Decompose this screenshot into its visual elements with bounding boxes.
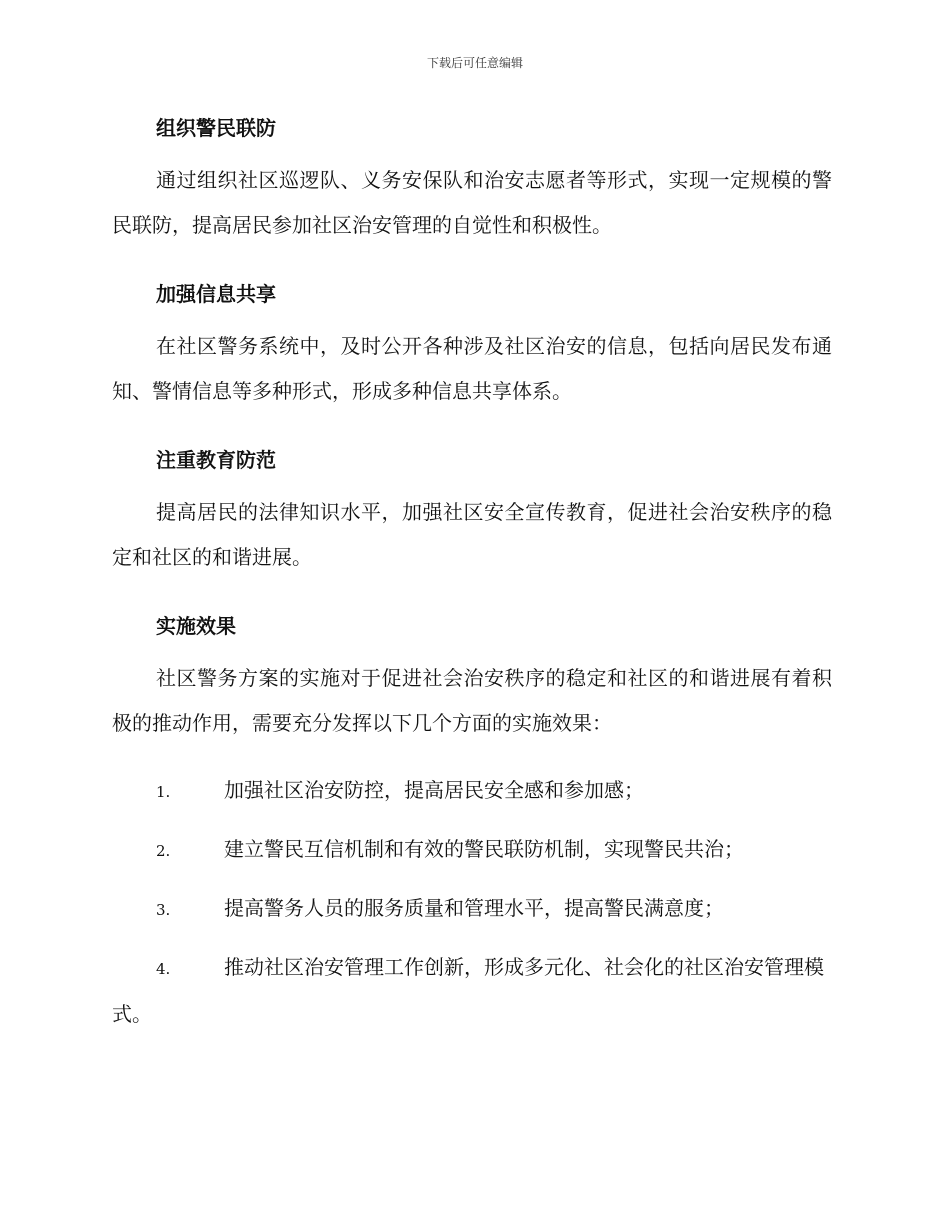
list-text: 推动社区治安管理工作创新，形成多元化、社会化的社区治安管理模式。 <box>112 955 824 1026</box>
section-education-prevention <box>112 436 832 580</box>
header-note: 下载后可任意编辑 <box>426 56 523 70</box>
section-paragraph: 在社区警务系统中，及时公开各种涉及社区治安的信息，包括向居民发布通知、警情信息等多种形式，形成多种信息共享体系。 <box>112 334 832 403</box>
section-implementation-effects <box>112 602 832 746</box>
list-item <box>112 827 832 874</box>
list-number: 1. <box>156 783 171 801</box>
section-police-civilian-defense <box>112 104 832 248</box>
section-paragraph: 提高居民的法律知识水平，加强社区安全宣传教育，促进社会治安秩序的稳定和社区的和谐进展。 <box>112 500 832 569</box>
document-body <box>112 104 832 1049</box>
section-heading: 实施效果 <box>156 614 236 638</box>
section-heading: 注重教育防范 <box>156 448 276 472</box>
effects-list <box>112 768 832 1037</box>
list-text: 提高警务人员的服务质量和管理水平，提高警民满意度； <box>224 896 724 920</box>
section-heading: 组织警民联防 <box>156 116 276 140</box>
list-number: 3. <box>156 901 171 919</box>
list-item <box>112 945 832 1037</box>
list-item <box>112 886 832 933</box>
list-number: 4. <box>156 960 171 978</box>
section-paragraph: 社区警务方案的实施对于促进社会治安秩序的稳定和社区的和谐进展有着积极的推动作用，需要充分发挥以下几个方面的实施效果： <box>112 666 832 735</box>
section-paragraph: 通过组织社区巡逻队、义务安保队和治安志愿者等形式，实现一定规模的警民联防，提高居民参加社区治安管理的自觉性和积极性。 <box>112 168 832 237</box>
list-text: 建立警民互信机制和有效的警民联防机制，实现警民共治； <box>224 837 744 861</box>
list-item <box>112 768 832 815</box>
section-information-sharing <box>112 270 832 414</box>
list-number: 2. <box>156 842 171 860</box>
section-heading: 加强信息共享 <box>156 282 276 306</box>
list-text: 加强社区治安防控，提高居民安全感和参加感； <box>224 778 644 802</box>
